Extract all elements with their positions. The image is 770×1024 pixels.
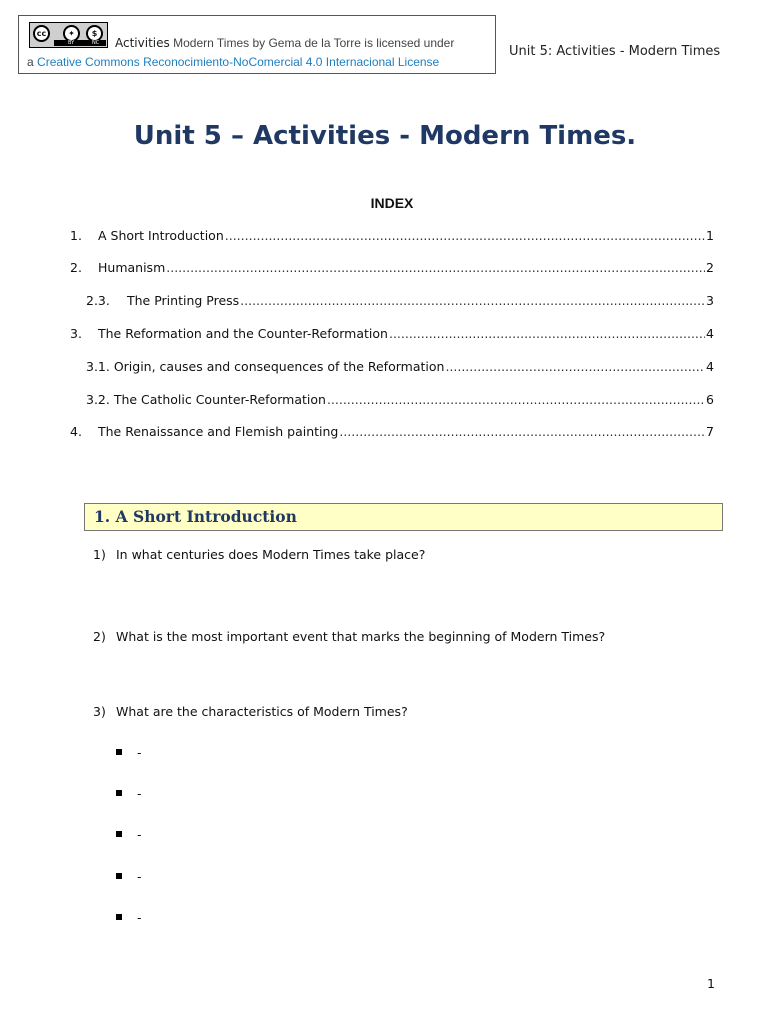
square-bullet-icon (116, 873, 122, 879)
license-box (18, 15, 496, 74)
answer-bullet (116, 910, 142, 925)
toc-entry-page: 4 (706, 359, 714, 374)
index-heading: INDEX (370, 195, 414, 211)
toc-entry-title: The Printing Press (127, 293, 240, 308)
section-heading-box (84, 503, 723, 531)
toc-entry[interactable] (70, 228, 714, 243)
toc-dot-leader (445, 359, 705, 374)
toc-entry[interactable] (86, 359, 714, 374)
toc-entry-page: 7 (706, 424, 714, 439)
question-text: In what centuries does Modern Times take place? (116, 547, 426, 562)
cc-license-badge[interactable] (29, 22, 108, 48)
bullet-text: - (137, 786, 142, 801)
running-header: Unit 5: Activities - Modern Times (509, 44, 721, 59)
toc-dot-leader (240, 293, 705, 308)
answer-bullet (116, 745, 142, 760)
toc-entry-number: 2.3. (86, 293, 110, 308)
answer-bullet (116, 786, 142, 801)
toc-entry-number: 1. (70, 228, 82, 243)
toc-entry-page: 6 (706, 392, 714, 407)
question-number: 3) (93, 704, 106, 719)
license-link[interactable]: Creative Commons Reconocimiento-NoComercial 4.0 Internacional License (37, 55, 440, 69)
toc-entry-number: 2. (70, 260, 82, 275)
badge-nc-caption: NC (92, 40, 100, 46)
toc-entry-number: 4. (70, 424, 82, 439)
question-text: What is the most important event that marks the beginning of Modern Times? (116, 629, 606, 644)
square-bullet-icon (116, 790, 122, 796)
license-work-title: Activities (115, 36, 170, 50)
question-number: 1) (93, 547, 106, 562)
toc-dot-leader (339, 424, 705, 439)
non-commercial-icon: $ (86, 25, 103, 42)
page-number: 1 (707, 976, 715, 991)
toc-entry-page: 3 (706, 293, 714, 308)
license-text-line1 (115, 36, 454, 50)
toc-entry-title: 3.2. The Catholic Counter-Reformation (86, 392, 326, 407)
toc-entry-title: 3.1. Origin, causes and consequences of the Reformation (86, 359, 445, 374)
toc-dot-leader (166, 260, 705, 275)
toc-entry[interactable] (70, 260, 714, 275)
square-bullet-icon (116, 914, 122, 920)
toc-entry-title: The Reformation and the Counter-Reformation (98, 326, 388, 341)
toc-entry-page: 1 (706, 228, 714, 243)
attribution-person-icon: ✦ (63, 25, 80, 42)
badge-by-caption: BY (68, 40, 75, 46)
answer-bullet (116, 827, 142, 842)
question-item (93, 704, 408, 719)
answer-bullet (116, 869, 142, 884)
bullet-text: - (137, 745, 142, 760)
toc-entry[interactable] (70, 424, 714, 439)
toc-dot-leader (389, 326, 705, 341)
section-heading: 1. A Short Introduction (94, 507, 297, 526)
toc-entry[interactable] (86, 293, 714, 308)
square-bullet-icon (116, 749, 122, 755)
license-prefix: a (27, 55, 34, 69)
bullet-text: - (137, 827, 142, 842)
toc-entry-page: 4 (706, 326, 714, 341)
question-number: 2) (93, 629, 106, 644)
toc-entry-title: The Renaissance and Flemish painting (98, 424, 339, 439)
bullet-text: - (137, 869, 142, 884)
toc-entry[interactable] (70, 326, 714, 341)
question-item (93, 547, 425, 562)
bullet-text: - (137, 910, 142, 925)
license-text-line2 (27, 55, 439, 69)
toc-dot-leader (327, 392, 705, 407)
question-text: What are the characteristics of Modern Times? (116, 704, 408, 719)
toc-entry-number: 3. (70, 326, 82, 341)
toc-dot-leader (225, 228, 705, 243)
toc-entry-title: A Short Introduction (98, 228, 224, 243)
question-item (93, 629, 605, 644)
cc-logo-icon: cc (33, 25, 50, 42)
toc-entry-page: 2 (706, 260, 714, 275)
square-bullet-icon (116, 831, 122, 837)
document-title: Unit 5 – Activities - Modern Times. (133, 121, 637, 151)
toc-entry[interactable] (86, 392, 714, 407)
license-attribution-text: Modern Times by Gema de la Torre is licensed under (173, 36, 455, 50)
toc-entry-title: Humanism (98, 260, 166, 275)
